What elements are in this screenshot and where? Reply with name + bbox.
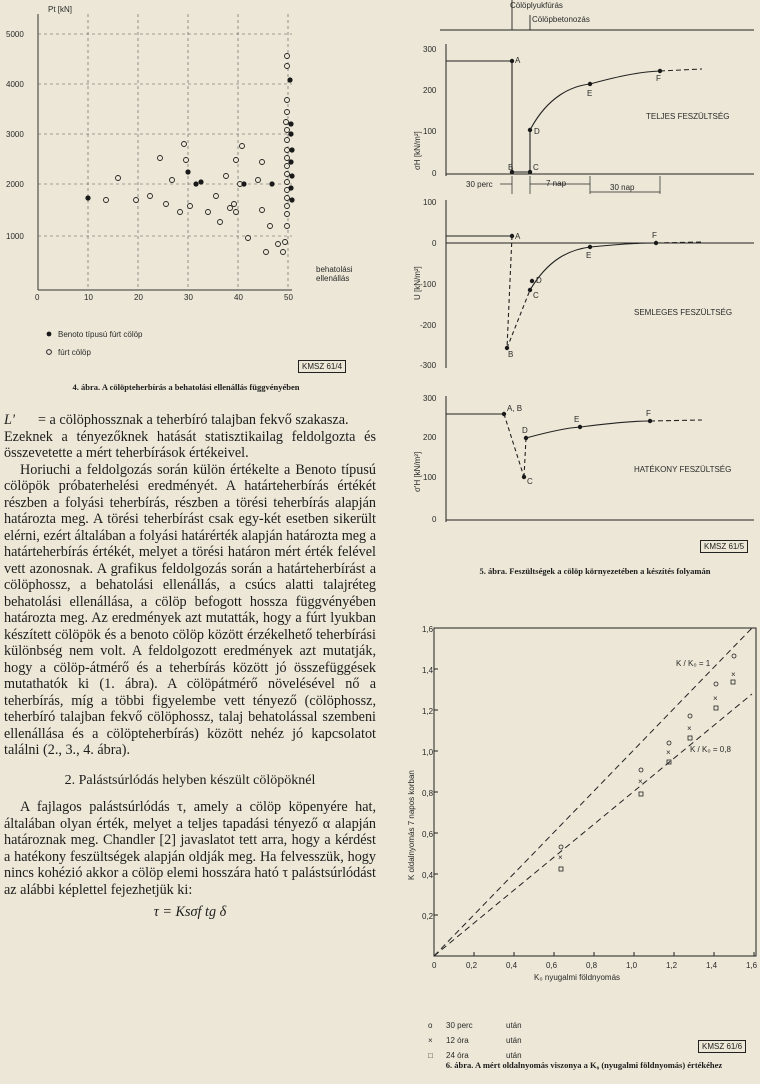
fig6-legend-time: 24 óra	[446, 1051, 469, 1060]
fig4-xtick: 0	[35, 293, 40, 302]
fig4-xtick: 20	[134, 293, 143, 302]
svg-text:D: D	[534, 127, 540, 136]
fig5-time1: 30 perc	[466, 180, 493, 189]
fig6-ytick: 1,2	[422, 707, 434, 716]
fig5-time2: 7 nap	[546, 179, 567, 188]
fig4-xtick: 50	[284, 293, 293, 302]
svg-text:F: F	[652, 231, 657, 240]
svg-text:D: D	[536, 276, 542, 285]
svg-text:C: C	[533, 291, 539, 300]
definition-text: = a cölöphossznak a teherbíró talajban fekvő szakasza.	[38, 412, 349, 428]
fig5-top-label: Cölöpbetonozás	[532, 15, 590, 24]
fig5-p2-ytick: -300	[420, 361, 437, 370]
fig6-xtick: 1,2	[666, 961, 678, 970]
fig4-xlabel: ellenállás	[316, 274, 350, 283]
svg-text:F: F	[656, 74, 661, 83]
svg-text:D: D	[522, 426, 528, 435]
svg-text:×: ×	[558, 853, 563, 862]
paragraph: Horiuchi a feldolgozás során külön értékelte a Benoto típusú cölöpök próbaterhelési eredményét. A határteherbírás értékét részben a folyási teherbírás, részben a törési teherbírás alapján határozta meg. A törési teherbírást csak egy-két esetben sikerült elérni, ezért általában a folyási határérték alapján határozta meg a határteherbírás értékét, melyet a törési határon mért érték felével vett azonosnak. A grafikus feldolgozás során a határteherbírást a cölöphossz, a behatolási ellenállás, a csúcs alatti talajréteg behatolási ellenállása, a cölöp befogott hossza függvényében határozta meg. Az eredmények azt mutatták, hogy a fúrt lyukban készített cölöpök és a benoto cölöp között érzékelhető teherbírási különbség nem volt. A feldolgozott eredmények azt mutatják, hogy a cölöp-átmérő és a teherbírás között jó összefüggések mutathatók ki (1. ábra). A cölöpátmérő növelésével nő a teherbírás, míg a többi figyelembe vett tényező (cölöphossz, teherbíró talajban fekvő cölöphossz, talaj behatolással szembeni ellenállása és a cölöpteherbírás) között nehéz jó kapcsolatot találni (2., 3., 4. ábra).	[4, 461, 376, 758]
svg-text:E: E	[587, 89, 593, 98]
svg-text:×: ×	[666, 748, 671, 757]
fig4-ytick: 2000	[6, 180, 24, 189]
fig6-ticks	[434, 628, 754, 956]
fig6-ytick: 1,0	[422, 748, 434, 757]
fig5-p2-ytick: -100	[420, 280, 437, 289]
svg-text:C: C	[527, 477, 533, 486]
fig6-ytick: 0,2	[422, 912, 434, 921]
paragraph: Ezeknek a tényezőknek hatását statisztikailag feldolgozta és összevetette a mért teherbírások értékeivel.	[4, 428, 376, 461]
svg-text:×: ×	[687, 724, 692, 733]
fig6-ytick: 0,4	[422, 871, 434, 880]
fig4-ytick: 3000	[6, 130, 24, 139]
fig6-legend-time: 30 perc	[446, 1021, 473, 1030]
fig5-p1-ytick: 200	[423, 86, 437, 95]
fig5-caption: 5. ábra. Feszültségek a cölöp környezetében a készítés folyamán	[479, 566, 711, 576]
fig5-p2-ytick: 100	[423, 198, 437, 207]
svg-text:□: □	[428, 1051, 433, 1060]
fig4-code: KMSZ 61/4	[298, 360, 346, 373]
fig6-ytick: 1,4	[422, 666, 434, 675]
fig5-p1-title: TELJES FESZÜLTSÉG	[646, 112, 730, 121]
definition-symbol: L'	[4, 412, 15, 428]
fig6-xlabel: K₀ nyugalmi földnyomás	[534, 973, 621, 982]
svg-text:F: F	[646, 409, 651, 418]
fig5-p3-ylabel: σ'H [kN/m²]	[413, 451, 422, 492]
fig6-ytick: 0,6	[422, 830, 434, 839]
fig5-p1-ytick: 0	[432, 169, 437, 178]
fig5-p1-ytick: 100	[423, 127, 437, 136]
fig6-legend-after: után	[506, 1051, 522, 1060]
fig5-p1-ytick: 300	[423, 45, 437, 54]
svg-text:×: ×	[638, 777, 643, 786]
fig4-legend-furt: fúrt cölöp	[58, 348, 91, 357]
fig5-code: KMSZ 61/5	[700, 540, 748, 553]
fig6-ratio1: K / K₀ = 1	[676, 659, 711, 668]
fig6-legend-after: után	[506, 1036, 522, 1045]
fig4-xtick: 30	[184, 293, 193, 302]
fig6-ratio08: K / K₀ = 0,8	[690, 745, 731, 754]
svg-text:o: o	[428, 1021, 433, 1030]
fig6-scatter	[407, 625, 758, 1060]
fig4-xtick: 40	[234, 293, 243, 302]
fig6-code: KMSZ 61/6	[698, 1040, 746, 1053]
svg-text:×: ×	[731, 670, 736, 679]
body-text	[4, 412, 376, 921]
fig5-p1-ylabel: σH [kN/m²]	[413, 131, 422, 170]
fig5-p2-ytick: 0	[432, 239, 437, 248]
fig6-ylabel: K oldalnyomás 7 napos korban	[407, 770, 416, 880]
fig4-scatter	[6, 5, 353, 357]
fig6-legend-time: 12 óra	[446, 1036, 469, 1045]
svg-text:A: A	[515, 56, 521, 65]
fig6-ytick: 1,6	[422, 625, 434, 634]
fig6-xtick: 1,4	[706, 961, 718, 970]
svg-text:E: E	[586, 251, 592, 260]
fig5-p3-ytick: 300	[423, 394, 437, 403]
fig5-p3-title: HATÉKONY FESZÜLTSÉG	[634, 465, 732, 474]
svg-text:×: ×	[713, 694, 718, 703]
fig4-caption: 4. ábra. A cölöpteherbírás a behatolási ellenállás függvényében	[72, 382, 300, 392]
fig5-p2-title: SEMLEGES FESZÜLTSÉG	[634, 308, 733, 317]
fig6-xtick: 0,6	[546, 961, 558, 970]
fig4-ytick: 4000	[6, 80, 24, 89]
svg-text:B: B	[508, 350, 514, 359]
svg-text:B: B	[508, 163, 514, 172]
paragraph: A fajlagos palástsúrlódás τ, amely a cölöp köpenyére hat, általában olyan érték, melyet a teljes tapadási tényező α alapján határoznak meg. Chandler [2] javaslatot tett arra, hogy a kérdést a hatékony feszültségek alapján oldják meg. Ha felvesszük, hogy nincs kohézió akkor a cölöp elemi hosszára ható τ palástsúrlódást az alábbi képlettel fejezhetjük ki:	[4, 799, 376, 898]
fig4-ytick: 5000	[6, 30, 24, 39]
fig6-caption: 6. ábra. A mért oldalnyomás viszonya a K₀ (nyugalmi földnyomás) értékéhez	[445, 1060, 723, 1070]
svg-text:C: C	[533, 163, 539, 172]
definition-row	[4, 412, 376, 429]
fig6-xtick: 0,2	[466, 961, 478, 970]
fig6-xtick: 0,4	[506, 961, 518, 970]
fig4-legend-benoto: Benoto típusú fúrt cölöp	[58, 330, 143, 339]
fig5-p3-ytick: 0	[432, 515, 437, 524]
fig6-legend-after: után	[506, 1021, 522, 1030]
svg-text:A, B: A, B	[507, 404, 523, 413]
fig4-ytick: 1000	[6, 232, 24, 241]
fig6-xtick: 1,0	[626, 961, 638, 970]
section-heading: 2. Palástsúrlódás helyben készült cölöpöknél	[64, 772, 316, 788]
svg-text:A: A	[515, 232, 521, 241]
fig4-xlabel: behatolási	[316, 265, 353, 274]
fig6-xtick: 0	[432, 961, 437, 970]
formula: τ = Ksσf tg δ	[153, 904, 227, 920]
fig5-p2-ylabel: U [kN/m²]	[413, 266, 422, 300]
svg-text:E: E	[574, 415, 580, 424]
fig6-xtick: 1,6	[746, 961, 758, 970]
fig5-stress-diagram	[413, 0, 754, 524]
fig5-p2-ytick: -200	[420, 321, 437, 330]
fig4-ylabel: Pt [kN]	[48, 5, 73, 14]
fig5-time3: 30 nap	[610, 183, 635, 192]
fig5-p3-ytick: 200	[423, 433, 437, 442]
svg-text:×: ×	[428, 1036, 433, 1045]
fig6-ytick: 0,8	[422, 789, 434, 798]
fig4-xtick: 10	[84, 293, 93, 302]
fig6-xtick: 0,8	[586, 961, 598, 970]
fig5-top-label: Cölöplyukfúrás	[510, 1, 563, 10]
fig5-p3-ytick: 100	[423, 473, 437, 482]
